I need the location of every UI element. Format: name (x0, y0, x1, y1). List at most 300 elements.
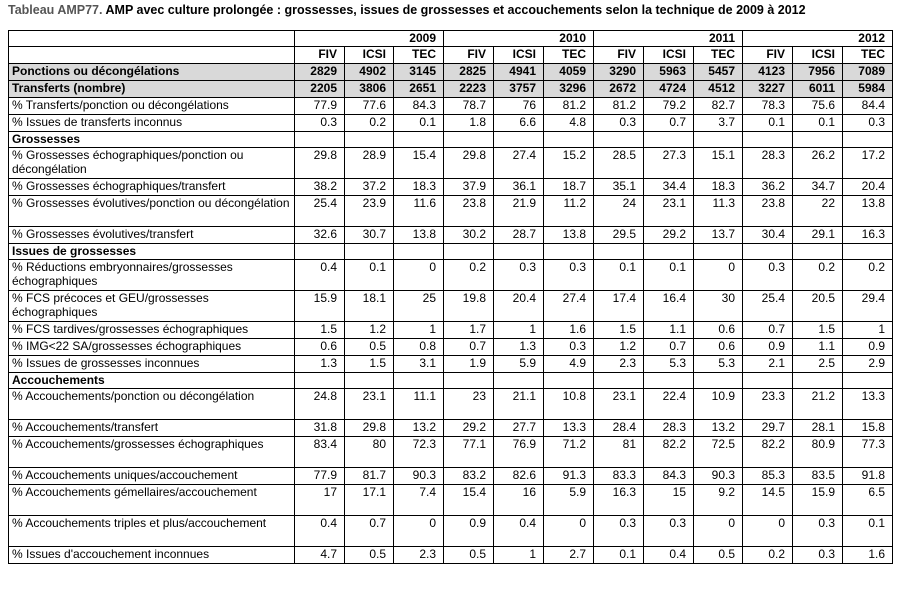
value-cell: 0.7 (743, 322, 793, 339)
value-cell: 0.8 (394, 339, 444, 356)
value-cell: 27.7 (494, 420, 544, 437)
value-cell: 79.2 (644, 98, 694, 115)
value-cell: 6.6 (494, 115, 544, 132)
value-cell: 0.3 (594, 516, 644, 547)
value-cell: 1.8 (444, 115, 494, 132)
value-cell: 91.8 (843, 468, 893, 485)
technique-header-fiv: FIV (743, 47, 793, 64)
empty-cell (644, 132, 694, 148)
value-cell: 23.3 (743, 389, 793, 420)
row-label: % Grossesses échographiques/ponction ou décongélation (9, 148, 295, 179)
value-cell: 0.1 (594, 260, 644, 291)
value-cell: 28.4 (594, 420, 644, 437)
table-row (9, 148, 893, 179)
value-cell: 1 (494, 322, 544, 339)
value-cell: 29.4 (843, 291, 893, 322)
table-header (9, 31, 893, 64)
value-cell: 3806 (345, 81, 394, 98)
table-row (9, 389, 893, 420)
value-cell: 77.3 (843, 437, 893, 468)
value-cell: 72.5 (694, 437, 743, 468)
technique-header-tec: TEC (544, 47, 594, 64)
row-label: % Accouchements/ponction ou décongélation (9, 389, 295, 420)
value-cell: 77.9 (295, 468, 345, 485)
value-cell: 0 (694, 260, 743, 291)
row-label: % Accouchements gémellaires/accouchement (9, 485, 295, 516)
value-cell: 36.2 (743, 179, 793, 196)
value-cell: 1.6 (843, 547, 893, 564)
section-row (9, 132, 893, 148)
value-cell: 17.4 (594, 291, 644, 322)
value-cell: 2.3 (394, 547, 444, 564)
value-cell: 90.3 (694, 468, 743, 485)
value-cell: 28.7 (494, 227, 544, 244)
value-cell: 0.6 (295, 339, 345, 356)
value-cell: 3145 (394, 64, 444, 81)
value-cell: 10.8 (544, 389, 594, 420)
value-cell: 13.8 (394, 227, 444, 244)
technique-header-icsi: ICSI (644, 47, 694, 64)
section-row (9, 373, 893, 389)
value-cell: 0.3 (843, 115, 893, 132)
value-cell: 0.5 (694, 547, 743, 564)
empty-cell (843, 244, 893, 260)
section-label: Accouchements (9, 373, 295, 389)
empty-cell (494, 373, 544, 389)
value-cell: 81.7 (345, 468, 394, 485)
value-cell: 0.9 (743, 339, 793, 356)
value-cell: 15 (644, 485, 694, 516)
value-cell: 81.2 (594, 98, 644, 115)
value-cell: 80.9 (793, 437, 843, 468)
row-label: % Accouchements/transfert (9, 420, 295, 437)
value-cell: 1.2 (345, 322, 394, 339)
value-cell: 2651 (394, 81, 444, 98)
value-cell: 23 (444, 389, 494, 420)
value-cell: 29.1 (793, 227, 843, 244)
value-cell: 0.4 (295, 516, 345, 547)
value-cell: 22 (793, 196, 843, 227)
year-2009: 2009 (295, 31, 444, 47)
value-cell: 13.3 (544, 420, 594, 437)
value-cell: 0.1 (394, 115, 444, 132)
value-cell: 1.5 (295, 322, 345, 339)
value-cell: 0.4 (494, 516, 544, 547)
value-cell: 28.5 (594, 148, 644, 179)
value-cell: 5.9 (544, 485, 594, 516)
value-cell: 90.3 (394, 468, 444, 485)
value-cell: 0.2 (793, 260, 843, 291)
value-cell: 0 (743, 516, 793, 547)
value-cell: 5457 (694, 64, 743, 81)
value-cell: 1.5 (793, 322, 843, 339)
empty-cell (394, 132, 444, 148)
table-row (9, 227, 893, 244)
empty-cell (544, 373, 594, 389)
table-row (9, 468, 893, 485)
value-cell: 80 (345, 437, 394, 468)
value-cell: 4902 (345, 64, 394, 81)
value-cell: 0.9 (444, 516, 494, 547)
table-row (9, 339, 893, 356)
value-cell: 16.4 (644, 291, 694, 322)
value-cell: 2672 (594, 81, 644, 98)
value-cell: 23.8 (444, 196, 494, 227)
value-cell: 15.2 (544, 148, 594, 179)
empty-cell (594, 244, 644, 260)
table-row (9, 115, 893, 132)
table-row (9, 356, 893, 373)
value-cell: 11.3 (694, 196, 743, 227)
value-cell: 13.8 (843, 196, 893, 227)
value-cell: 78.7 (444, 98, 494, 115)
value-cell: 0.5 (345, 547, 394, 564)
value-cell: 1 (394, 322, 444, 339)
empty-cell (494, 244, 544, 260)
value-cell: 29.5 (594, 227, 644, 244)
value-cell: 35.1 (594, 179, 644, 196)
value-cell: 77.1 (444, 437, 494, 468)
value-cell: 84.3 (394, 98, 444, 115)
value-cell: 83.4 (295, 437, 345, 468)
value-cell: 30 (694, 291, 743, 322)
technique-header-tec: TEC (394, 47, 444, 64)
corner-cell (9, 31, 295, 47)
value-cell: 16 (494, 485, 544, 516)
empty-cell (594, 373, 644, 389)
value-cell: 18.1 (345, 291, 394, 322)
value-cell: 4.7 (295, 547, 345, 564)
technique-header-fiv: FIV (594, 47, 644, 64)
value-cell: 21.1 (494, 389, 544, 420)
row-label: % Réductions embryonnaires/grossesses échographiques (9, 260, 295, 291)
value-cell: 23.1 (345, 389, 394, 420)
value-cell: 16.3 (594, 485, 644, 516)
value-cell: 0.3 (544, 339, 594, 356)
value-cell: 11.2 (544, 196, 594, 227)
empty-cell (295, 132, 345, 148)
value-cell: 0.3 (793, 516, 843, 547)
value-cell: 1.6 (544, 322, 594, 339)
year-header-row (9, 31, 893, 47)
value-cell: 5.3 (694, 356, 743, 373)
value-cell: 23.8 (743, 196, 793, 227)
value-cell: 7089 (843, 64, 893, 81)
value-cell: 2.7 (544, 547, 594, 564)
value-cell: 26.2 (793, 148, 843, 179)
value-cell: 37.2 (345, 179, 394, 196)
value-cell: 0.6 (694, 339, 743, 356)
section-label: Grossesses (9, 132, 295, 148)
table-title (8, 3, 806, 17)
year-2011: 2011 (594, 31, 743, 47)
value-cell: 28.3 (743, 148, 793, 179)
value-cell: 0.7 (644, 115, 694, 132)
value-cell: 23.9 (345, 196, 394, 227)
empty-cell (394, 244, 444, 260)
value-cell: 82.2 (743, 437, 793, 468)
value-cell: 84.3 (644, 468, 694, 485)
value-cell: 1.2 (594, 339, 644, 356)
technique-header-fiv: FIV (444, 47, 494, 64)
empty-cell (694, 132, 743, 148)
value-cell: 84.4 (843, 98, 893, 115)
technique-header-row (9, 47, 893, 64)
row-label: % Issues de transferts inconnus (9, 115, 295, 132)
empty-cell (544, 244, 594, 260)
value-cell: 77.6 (345, 98, 394, 115)
value-cell: 2205 (295, 81, 345, 98)
value-cell: 1.3 (295, 356, 345, 373)
empty-cell (644, 373, 694, 389)
table-row (9, 322, 893, 339)
technique-header-icsi: ICSI (345, 47, 394, 64)
empty-cell (843, 373, 893, 389)
value-cell: 18.3 (694, 179, 743, 196)
row-label: % Transferts/ponction ou décongélations (9, 98, 295, 115)
value-cell: 22.4 (644, 389, 694, 420)
value-cell: 30.7 (345, 227, 394, 244)
table-caption: AMP avec culture prolongée : grossesses, issues de grossesses et accouchements selon la technique de 2009 à 2012 (105, 3, 806, 17)
value-cell: 0.4 (295, 260, 345, 291)
value-cell: 5.3 (644, 356, 694, 373)
value-cell: 20.4 (843, 179, 893, 196)
empty-cell (345, 244, 394, 260)
value-cell: 0 (544, 516, 594, 547)
value-cell: 3.7 (694, 115, 743, 132)
value-cell: 3757 (494, 81, 544, 98)
value-cell: 0.5 (345, 339, 394, 356)
value-cell: 0.1 (743, 115, 793, 132)
value-cell: 2.3 (594, 356, 644, 373)
value-cell: 17.2 (843, 148, 893, 179)
table-row (9, 420, 893, 437)
value-cell: 0.1 (594, 547, 644, 564)
value-cell: 34.7 (793, 179, 843, 196)
empty-cell (743, 244, 793, 260)
value-cell: 0.3 (544, 260, 594, 291)
empty-cell (494, 132, 544, 148)
table-row (9, 64, 893, 81)
value-cell: 0 (394, 260, 444, 291)
value-cell: 4.8 (544, 115, 594, 132)
value-cell: 1.1 (644, 322, 694, 339)
table-row (9, 179, 893, 196)
value-cell: 1 (494, 547, 544, 564)
value-cell: 27.3 (644, 148, 694, 179)
row-label: % IMG<22 SA/grossesses échographiques (9, 339, 295, 356)
value-cell: 0.3 (494, 260, 544, 291)
value-cell: 0.1 (843, 516, 893, 547)
table-row (9, 98, 893, 115)
value-cell: 0.2 (743, 547, 793, 564)
value-cell: 29.8 (345, 420, 394, 437)
table-row (9, 437, 893, 468)
value-cell: 15.4 (444, 485, 494, 516)
value-cell: 71.2 (544, 437, 594, 468)
empty-cell (295, 244, 345, 260)
value-cell: 0.3 (295, 115, 345, 132)
value-cell: 0.7 (444, 339, 494, 356)
value-cell: 15.1 (694, 148, 743, 179)
value-cell: 28.1 (793, 420, 843, 437)
value-cell: 1.3 (494, 339, 544, 356)
value-cell: 1.1 (793, 339, 843, 356)
corner-cell (9, 47, 295, 64)
value-cell: 31.8 (295, 420, 345, 437)
value-cell: 1.5 (345, 356, 394, 373)
value-cell: 29.2 (444, 420, 494, 437)
value-cell: 0.3 (793, 547, 843, 564)
value-cell: 0.4 (644, 547, 694, 564)
empty-cell (444, 373, 494, 389)
value-cell: 2.5 (793, 356, 843, 373)
value-cell: 19.8 (444, 291, 494, 322)
value-cell: 21.2 (793, 389, 843, 420)
value-cell: 3227 (743, 81, 793, 98)
empty-cell (694, 373, 743, 389)
row-label: % FCS tardives/grossesses échographiques (9, 322, 295, 339)
value-cell: 5963 (644, 64, 694, 81)
row-label: % Accouchements uniques/accouchement (9, 468, 295, 485)
value-cell: 0.3 (594, 115, 644, 132)
table-row (9, 485, 893, 516)
value-cell: 6.5 (843, 485, 893, 516)
empty-cell (444, 244, 494, 260)
row-label: % Issues de grossesses inconnues (9, 356, 295, 373)
value-cell: 0.2 (345, 115, 394, 132)
value-cell: 0.1 (644, 260, 694, 291)
technique-header-fiv: FIV (295, 47, 345, 64)
value-cell: 15.4 (394, 148, 444, 179)
value-cell: 23.1 (594, 389, 644, 420)
value-cell: 5.9 (494, 356, 544, 373)
value-cell: 4724 (644, 81, 694, 98)
table-row (9, 291, 893, 322)
empty-cell (594, 132, 644, 148)
value-cell: 0.9 (843, 339, 893, 356)
row-label: % Accouchements triples et plus/accouchement (9, 516, 295, 547)
table-row (9, 516, 893, 547)
value-cell: 25 (394, 291, 444, 322)
empty-cell (743, 373, 793, 389)
value-cell: 1 (843, 322, 893, 339)
value-cell: 81.2 (544, 98, 594, 115)
value-cell: 15.9 (295, 291, 345, 322)
empty-cell (295, 373, 345, 389)
value-cell: 5984 (843, 81, 893, 98)
value-cell: 10.9 (694, 389, 743, 420)
value-cell: 20.5 (793, 291, 843, 322)
value-cell: 0.5 (444, 547, 494, 564)
value-cell: 24 (594, 196, 644, 227)
value-cell: 85.3 (743, 468, 793, 485)
value-cell: 4.9 (544, 356, 594, 373)
value-cell: 29.8 (295, 148, 345, 179)
section-row (9, 244, 893, 260)
value-cell: 13.2 (694, 420, 743, 437)
empty-cell (444, 132, 494, 148)
value-cell: 0.3 (644, 516, 694, 547)
empty-cell (394, 373, 444, 389)
value-cell: 77.9 (295, 98, 345, 115)
value-cell: 6011 (793, 81, 843, 98)
value-cell: 0.2 (843, 260, 893, 291)
value-cell: 37.9 (444, 179, 494, 196)
technique-header-tec: TEC (843, 47, 893, 64)
row-label: % Issues d'accouchement inconnues (9, 547, 295, 564)
empty-cell (345, 132, 394, 148)
value-cell: 81 (594, 437, 644, 468)
table-number: Tableau AMP77. (8, 3, 103, 17)
value-cell: 27.4 (544, 291, 594, 322)
technique-header-icsi: ICSI (793, 47, 843, 64)
value-cell: 78.3 (743, 98, 793, 115)
technique-header-tec: TEC (694, 47, 743, 64)
year-2010: 2010 (444, 31, 594, 47)
value-cell: 18.7 (544, 179, 594, 196)
empty-cell (644, 244, 694, 260)
row-label: % FCS précoces et GEU/grossesses échographiques (9, 291, 295, 322)
empty-cell (544, 132, 594, 148)
section-label: Issues de grossesses (9, 244, 295, 260)
value-cell: 0 (394, 516, 444, 547)
value-cell: 0.7 (345, 516, 394, 547)
value-cell: 2223 (444, 81, 494, 98)
empty-cell (793, 373, 843, 389)
value-cell: 28.9 (345, 148, 394, 179)
value-cell: 76 (494, 98, 544, 115)
value-cell: 2829 (295, 64, 345, 81)
value-cell: 82.7 (694, 98, 743, 115)
row-label: % Grossesses échographiques/transfert (9, 179, 295, 196)
value-cell: 25.4 (743, 291, 793, 322)
value-cell: 28.3 (644, 420, 694, 437)
value-cell: 3.1 (394, 356, 444, 373)
value-cell: 1.7 (444, 322, 494, 339)
value-cell: 82.2 (644, 437, 694, 468)
value-cell: 30.4 (743, 227, 793, 244)
value-cell: 0.2 (444, 260, 494, 291)
value-cell: 1.5 (594, 322, 644, 339)
value-cell: 23.1 (644, 196, 694, 227)
row-label: Ponctions ou décongélations (9, 64, 295, 81)
value-cell: 38.2 (295, 179, 345, 196)
technique-header-icsi: ICSI (494, 47, 544, 64)
table-row (9, 547, 893, 564)
value-cell: 0.6 (694, 322, 743, 339)
value-cell: 30.2 (444, 227, 494, 244)
row-label: Transferts (nombre) (9, 81, 295, 98)
value-cell: 83.3 (594, 468, 644, 485)
value-cell: 72.3 (394, 437, 444, 468)
value-cell: 4941 (494, 64, 544, 81)
value-cell: 25.4 (295, 196, 345, 227)
value-cell: 83.2 (444, 468, 494, 485)
value-cell: 36.1 (494, 179, 544, 196)
value-cell: 91.3 (544, 468, 594, 485)
year-2012: 2012 (743, 31, 893, 47)
value-cell: 16.3 (843, 227, 893, 244)
table-row (9, 260, 893, 291)
value-cell: 75.6 (793, 98, 843, 115)
value-cell: 11.6 (394, 196, 444, 227)
value-cell: 76.9 (494, 437, 544, 468)
value-cell: 2.9 (843, 356, 893, 373)
value-cell: 15.8 (843, 420, 893, 437)
value-cell: 0.7 (644, 339, 694, 356)
value-cell: 24.8 (295, 389, 345, 420)
